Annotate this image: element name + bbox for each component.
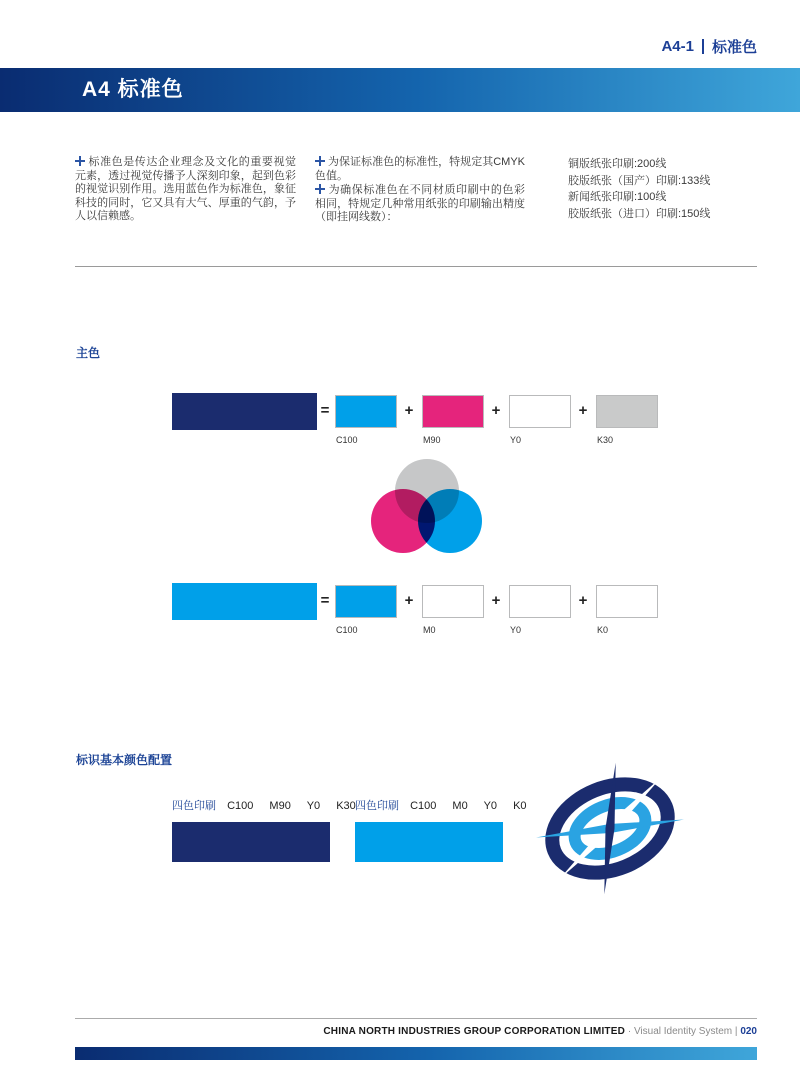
system-name: Visual Identity System: [633, 1026, 733, 1037]
section-tab-label: [661, 36, 757, 57]
print-mode-label: 四色印刷: [355, 800, 399, 812]
section-name: 标准色: [711, 39, 757, 56]
page-title: A4 标准色: [82, 78, 184, 101]
equals-sign: =: [320, 402, 330, 419]
cmyk-token: K30: [336, 800, 356, 812]
footer-dot: ·: [627, 1026, 632, 1037]
print-spec-line: 胶版纸张（国产）印刷:133线: [568, 174, 711, 187]
config-label: [355, 797, 540, 813]
footer-separator: |: [734, 1026, 738, 1037]
config-group-cyan: [355, 797, 540, 862]
swatch-label: K30: [597, 435, 614, 445]
intro-paragraph-2: [315, 156, 525, 225]
swatch-label: C100: [336, 435, 358, 445]
component-swatch-k: [596, 585, 658, 618]
intro-bullet-2: 为保证标准色的标准性，特规定其CMYK色值。: [315, 156, 525, 182]
plus-sign: +: [491, 402, 501, 419]
cmyk-equation-row-1: [172, 393, 682, 449]
norinco-logo-icon: [530, 758, 690, 903]
swatch-label: M0: [423, 625, 436, 635]
cmyk-token: K0: [513, 800, 527, 812]
section-label-logo-config: 标识基本颜色配置: [76, 753, 173, 767]
section-code: A4-1: [661, 38, 694, 55]
plus-sign: +: [404, 592, 414, 609]
swatch-label: K0: [597, 625, 609, 635]
swatch-label: Y0: [510, 435, 522, 445]
section-label-primary-color: 主色: [76, 346, 101, 360]
venn-circle-cyan: [418, 489, 482, 553]
intro-paragraph-1: 标准色是传达企业理念及文化的重要视觉元素，透过视觉传播予人深刻印象，起到色彩的视觉识别作用。选用蓝色作为标准色，象征科技的同时，它又具有大气、厚重的气韵，予人以信赖感。: [75, 156, 296, 223]
footer-text: [323, 1026, 757, 1037]
swatch-label: C100: [336, 625, 358, 635]
horizontal-divider: [75, 266, 757, 267]
cross-bullet-icon: [75, 156, 85, 166]
company-name: CHINA NORTH INDUSTRIES GROUP CORPORATION LIMITED: [323, 1026, 626, 1037]
config-group-navy: [172, 797, 369, 862]
color-bar-cyan: [355, 822, 503, 862]
cmyk-token: C100: [227, 800, 254, 812]
cmyk-equation-row-2: [172, 583, 682, 639]
config-label: [172, 797, 369, 813]
component-swatch-c: [335, 395, 397, 428]
intro-bullet-3: 为确保标准色在不同材质印刷中的色彩相同，特规定几种常用纸张的印刷输出精度（即挂网线数）：: [315, 184, 525, 224]
cmyk-token: Y0: [306, 800, 321, 812]
print-spec-list: [568, 156, 760, 222]
component-swatch-y: [509, 395, 571, 428]
cmyk-token: M90: [269, 800, 291, 812]
norinco-logo: [530, 758, 690, 903]
tab-divider: [702, 39, 704, 54]
component-swatch-y: [509, 585, 571, 618]
component-swatch-m: [422, 395, 484, 428]
plus-sign: +: [491, 592, 501, 609]
equals-sign: =: [320, 592, 330, 609]
cmyk-token: M0: [452, 800, 468, 812]
print-mode-label: 四色印刷: [172, 800, 216, 812]
footer-divider-line: [75, 1018, 757, 1019]
print-spec-line: 新闻纸张印刷:100线: [568, 191, 667, 203]
footer-band: [75, 1047, 757, 1060]
print-spec-line: 胶版纸张（进口）印刷:150线: [568, 207, 711, 220]
header-band: [0, 68, 800, 112]
cmy-venn-diagram: [371, 459, 483, 554]
swatch-label: M90: [423, 435, 441, 445]
swatch-label: Y0: [510, 625, 522, 635]
component-swatch-k: [596, 395, 658, 428]
component-swatch-m: [422, 585, 484, 618]
cmyk-token: C100: [410, 800, 437, 812]
plus-sign: +: [404, 402, 414, 419]
cross-bullet-icon: [315, 184, 325, 194]
cross-bullet-icon: [315, 156, 325, 166]
page-number: 020: [740, 1026, 757, 1037]
cmyk-token: Y0: [483, 800, 498, 812]
component-swatch-c: [335, 585, 397, 618]
color-bar-navy: [172, 822, 330, 862]
plus-sign: +: [578, 592, 588, 609]
result-color-swatch: [172, 393, 317, 430]
result-color-swatch: [172, 583, 317, 620]
print-spec-line: 铜版纸张印刷:200线: [568, 158, 667, 170]
plus-sign: +: [578, 402, 588, 419]
